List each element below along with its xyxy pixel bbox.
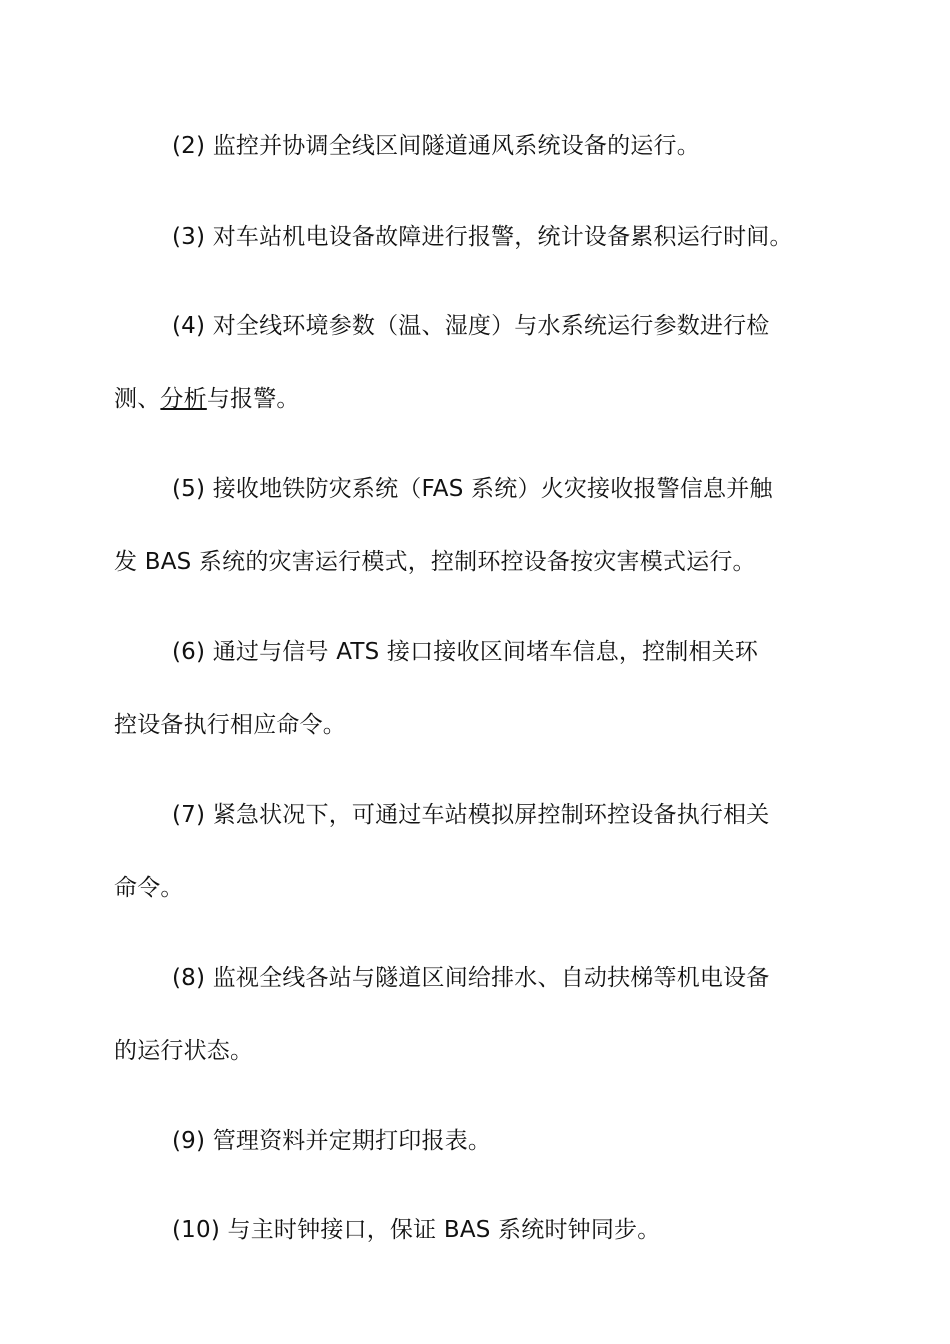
- item-3-line: (3) 对车站机电设备故障进行报警，统计设备累积运行时间。: [172, 224, 793, 250]
- item-10-line: (10) 与主时钟接口，保证 BAS 系统时钟同步。: [172, 1217, 661, 1243]
- item-7-line-1: (7) 紧急状况下，可通过车站模拟屏控制环控设备执行相关: [172, 802, 770, 828]
- analysis-link[interactable]: 分析: [160, 386, 207, 412]
- item-4-text-post: 与报警。: [206, 386, 300, 412]
- item-6-line-2: 控设备执行相应命令。: [114, 712, 346, 738]
- item-6-line-1: (6) 通过与信号 ATS 接口接收区间堵车信息，控制相关环: [172, 639, 759, 665]
- item-8-line-1: (8) 监视全线各站与隧道区间给排水、自动扶梯等机电设备: [172, 965, 770, 991]
- item-5-line-2: 发 BAS 系统的灾害运行模式，控制环控设备按灾害模式运行。: [114, 549, 756, 575]
- item-7-line-2: 命令。: [114, 875, 184, 901]
- item-4-line-2: [114, 383, 300, 415]
- item-2-line: (2) 监控并协调全线区间隧道通风系统设备的运行。: [172, 133, 700, 159]
- item-9-line: (9) 管理资料并定期打印报表。: [172, 1128, 492, 1154]
- item-4-text-pre: 测、: [114, 386, 161, 412]
- item-8-line-2: 的运行状态。: [114, 1038, 254, 1064]
- item-4-line-1: (4) 对全线环境参数（温、湿度）与水系统运行参数进行检: [172, 313, 770, 339]
- item-5-line-1: (5) 接收地铁防灾系统（FAS 系统）火灾接收报警信息并触: [172, 476, 773, 502]
